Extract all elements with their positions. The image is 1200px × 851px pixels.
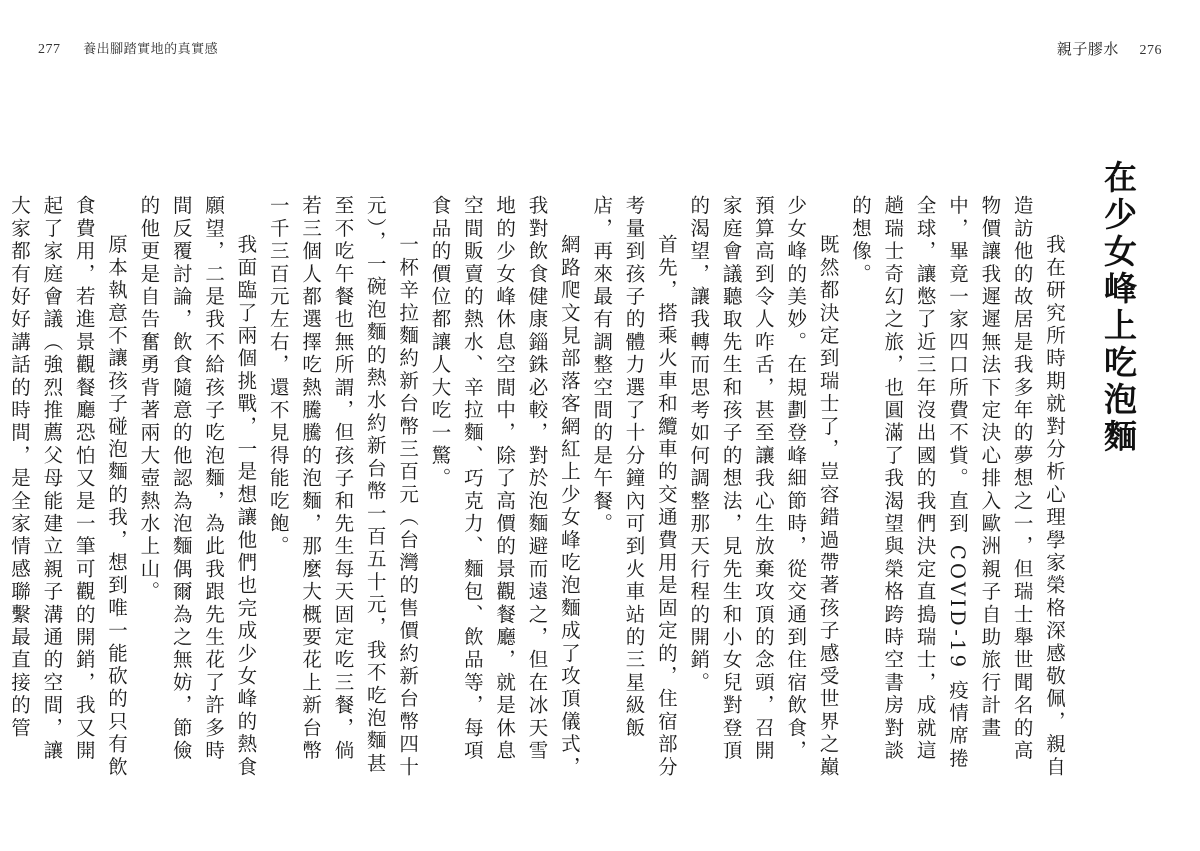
paragraph: 一杯辛拉麵約新台幣三百元（台灣的售價約新台幣四十元），一碗泡麵的熱水約新台幣一百五十元，我不吃泡麵甚至不吃午餐也無所謂，但孩子和先生每天固定吃三餐，倘若三個人都選擇吃熱騰騰的泡麵，那麼大概要花上新台幣一千三百元左右，還不見得能吃飽。 xyxy=(266,195,420,779)
left-page-number: 277 xyxy=(38,42,61,57)
paragraph: 網路爬文見部落客網紅上少女峰吃泡麵成了攻頂儀式，我對飲食健康錙銖必較，對於泡麵避而遠之，但在冰天雪地的少女峰休息空間中，除了高價的景觀餐廳，就是休息空間販賣的熱水、辛拉麵、巧克力、麵包、飲品等，每項食品的價位都讓人大吃一驚。 xyxy=(428,195,581,779)
paragraph: 首先，搭乘火車和纜車的交通費用是固定的，住宿部分考量到孩子的體力選了十分鐘內可到火車站的三星級飯店，再來最有調整空間的是午餐。 xyxy=(590,195,678,779)
left-running-title: 養出腳踏實地的真實感 xyxy=(83,42,219,57)
body-text xyxy=(8,195,1070,785)
right-page-number: 276 xyxy=(1139,43,1162,58)
right-running-title: 親子膠水 xyxy=(1056,40,1119,58)
left-page-header xyxy=(38,38,218,58)
paragraph: 既然都決定到瑞士了，豈容錯過帶著孩子感受世界之巔少女峰的美妙。在規劃登峰細節時，從交通到住宿飲食，預算高到令人咋舌，甚至讓我心生放棄攻頂的念頭，召開家庭會議聽取先生和孩子的想法，見先生和小女兒對登頂的渴望，讓我轉而思考如何調整那天行程的開銷。 xyxy=(687,195,840,779)
paragraph: 我面臨了兩個挑戰，一是想讓他們也完成少女峰的熱食願望，二是我不給孩子吃泡麵，為此我跟先生花了許多時間反覆討論，飲食隨意的他認為泡麵偶爾為之無妨，節儉的他更是自告奮勇背著兩大壺熱水上山。 xyxy=(137,195,258,779)
chapter-title: 在少女峰上吃泡麵 xyxy=(1099,160,1138,456)
paragraph: 原本執意不讓孩子碰泡麵的我，想到唯一能砍的只有飲食費用，若進景觀餐廳恐怕又是一筆可觀的開銷，我又開起了家庭會議（強烈推薦父母能建立親子溝通的空間，讓大家都有好好講話的時間，是全家情感聯繫最直接的管 xyxy=(8,195,129,779)
right-page-header xyxy=(1057,38,1162,59)
paragraph: 我在研究所時期就對分析心理學家榮格深感敬佩，親自造訪他的故居是我多年的夢想之一，但瑞士舉世聞名的高物價讓我遲遲無法下定決心排入歐洲親子自助旅行計畫中，畢竟一家四口所費不貲。直到 COVID-19 疫情席捲全球，讓憋了近三年沒出國的我們決定直搗瑞士，成就這趟瑞士奇幻之旅，也圓滿了我渴望與榮格跨時空書房對談的想像。 xyxy=(848,195,1066,779)
